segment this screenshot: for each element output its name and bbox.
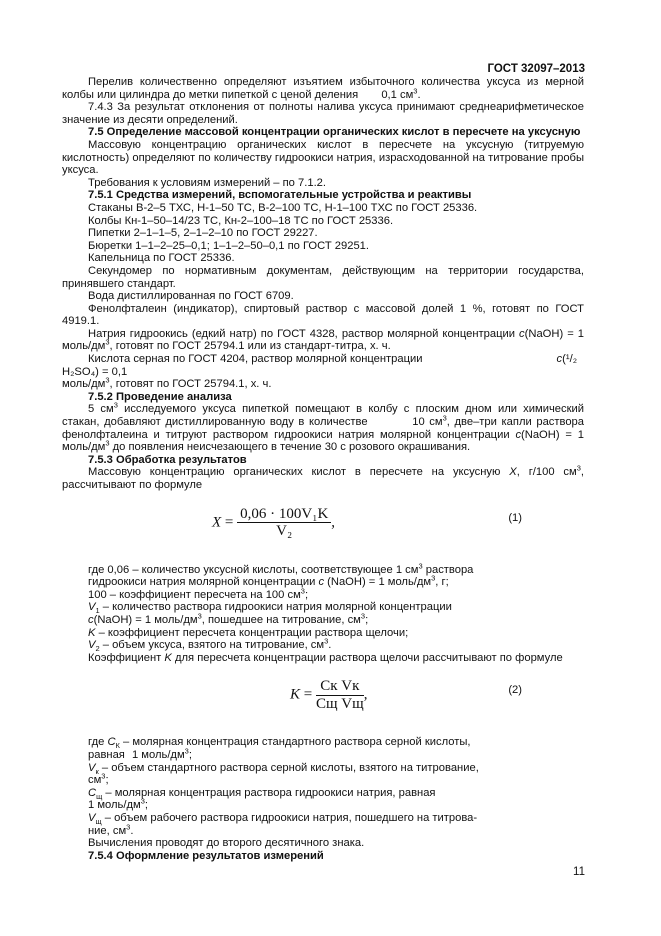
formula-1: X = $\frac{\text{0,06 · 100V₁K}}{\text{V₂}}$ , (1) bbox=[212, 505, 522, 540]
definition-line: ние, $см^3$. bbox=[88, 821, 134, 837]
definition-line: $V_2$ – объем уксуса, взятого на титрование, $см^3$. bbox=[88, 636, 332, 654]
list-item: Вода дистиллированная по ГОСТ 6709. bbox=[88, 290, 294, 303]
formula-1-denominator: V₂ bbox=[276, 523, 293, 540]
definition-line: $V_1$ – количество раствора гидроокиси натрия молярной концентрации bbox=[88, 601, 452, 616]
formula-2-denominator: Cщ Vщ bbox=[315, 695, 364, 712]
section-heading: 7.5.1 Средства измерений, вспомогательные устройства и реактивы bbox=[88, 189, 472, 202]
paragraph: 5 $см^3$ исследуемого уксуса пипеткой помещают в колбу с плоским дном или химический стакан, добавляют дистиллированную воду в количестве 10 $см^3$, две–три капли раствора фенолфталеина и титруют раствором гидроокиси натрия молярной концентрации c(NaOH) = 1 моль/$дм^3$ до появления неисчезающего в течение 30 с розового окрашивания. bbox=[62, 400, 584, 454]
list-item: Кислота серная по ГОСТ 4204, раствор молярной концентрации c(¹/₂ H₂SO₄) = 0,1 моль/$дм^3$, готовят по ГОСТ 25794.1, х. ч. bbox=[62, 353, 578, 391]
document-header: ГОСТ 32097–2013 bbox=[487, 63, 585, 75]
formula-1-numerator: 0,06 · 100V₁K bbox=[237, 508, 331, 524]
formula-2-number: (2) bbox=[508, 684, 522, 697]
definition-line: $C_щ$ – молярная концентрация раствора гидроокиси натрия, равная bbox=[88, 786, 436, 801]
formula-2: K = $\frac{\text{Cк Vк}}{\text{Cщ Vщ}}$ , (2) bbox=[290, 678, 522, 712]
list-item: Стаканы В-2–5 ТХС, Н-1–50 ТС, В-2–100 ТС, Н-1–100 ТХС по ГОСТ 25336. bbox=[88, 201, 478, 214]
list-item: Фенолфталеин (индикатор), спиртовый раствор с массовой долей 1 %, готовят по ГОСТ 4919.1. bbox=[62, 302, 584, 328]
definition-line: гидроокиси натрия молярной концентрации c (NaOH) = 1 моль/$дм^3$, г; bbox=[88, 573, 449, 589]
list-item: Бюретки 1–1–2–25–0,1; 1–1–2–50–0,1 по ГОСТ 29251. bbox=[88, 239, 369, 252]
definition-line: $см^3$; bbox=[88, 771, 109, 787]
formula-1-number: (1) bbox=[508, 511, 522, 524]
list-item: Пипетки 2–1–1–5, 2–1–2–10 по ГОСТ 29227. bbox=[88, 227, 318, 240]
definition-line: Вычисления проводят до второго десятичного знака. bbox=[88, 837, 365, 850]
definition-line: 1 моль/$дм^3$; bbox=[88, 796, 148, 812]
section-heading: 7.5.4 Оформление результатов измерений bbox=[88, 849, 324, 862]
paragraph: Требования к условиям измерений – по 7.1.2. bbox=[88, 176, 327, 189]
where-definitions-2 bbox=[62, 736, 584, 862]
definition-line: $V_щ$ – объем рабочего раствора гидроокиси натрия, пошедшего на титрова- bbox=[88, 811, 478, 827]
where-definitions-1 bbox=[62, 560, 584, 665]
list-item: Колбы Кн-1–50–14/23 ТС, Кн-2–100–18 ТС по ГОСТ 25336. bbox=[88, 214, 394, 227]
definition-line: где 0,06 – количество уксусной кислоты, соответствующее 1 $см^3$ раствора bbox=[88, 560, 474, 576]
paragraph: 7.4.3 За результат отклонения от полноты налива уксуса принимают среднеарифметическое значение из десяти определений. bbox=[62, 101, 584, 126]
definition-line: 100 – коэффициент пересчета на 100 $см^3$; bbox=[88, 586, 309, 601]
paragraph: Массовую концентрацию органических кислот в пересчете на уксусную (титруемую кислотность) определяют по количеству гидроокиси натрия, израсходованной на титрование пробы уксуса. bbox=[62, 138, 584, 177]
definition-line: равная 1 моль/$дм^3$; bbox=[88, 746, 192, 761]
definition-line: c(NaOH) = 1 моль/$дм^3$, пошедшее на титрование, $см^3$; bbox=[88, 611, 369, 626]
paragraph: Перелив количественно определяют изъятием избыточного количества уксуса из мерной колбы или цилиндра до метки пипеткой с ценой деления 0,1 $см^3$. bbox=[62, 76, 584, 101]
definition-line: где $C_К$ – молярная концентрация стандартного раствора серной кислоты, bbox=[88, 736, 471, 751]
list-item: Капельница по ГОСТ 25336. bbox=[88, 252, 235, 265]
list-item: Натрия гидроокись (едкий натр) по ГОСТ 4328, раствор молярной концентрации c(NaOH) = 1 моль/$дм^3$, готовят по ГОСТ 25794.1 или из стандарт-титра, х. ч. bbox=[62, 327, 584, 353]
formula-2-numerator: Cк Vк bbox=[316, 680, 364, 696]
page-number: 11 bbox=[573, 866, 585, 878]
section-heading: 7.5.2 Проведение анализа bbox=[88, 390, 232, 403]
list-item: Секундомер по нормативным документам, действующим на территории государства, принявшего стандарт. bbox=[62, 264, 584, 290]
definition-line: $V_к$ – объем стандартного раствора серной кислоты, взятого на титрование, bbox=[88, 761, 479, 776]
definition-line: Коэффициент K для пересчета концентрации раствора щелочи рассчитывают по формуле bbox=[88, 651, 563, 664]
section-heading: 7.5 Определение массовой концентрации органических кислот в пересчете на уксусную bbox=[88, 126, 581, 139]
document-body bbox=[62, 76, 584, 862]
paragraph: Массовую концентрацию органических кислот в пересчете на уксусную X, г/100 $см^3$, рассчитывают по формуле bbox=[62, 463, 584, 491]
section-heading: 7.5.3 Обработка результатов bbox=[88, 453, 247, 466]
definition-line: K – коэффициент пересчета концентрации раствора щелочи; bbox=[88, 626, 409, 639]
